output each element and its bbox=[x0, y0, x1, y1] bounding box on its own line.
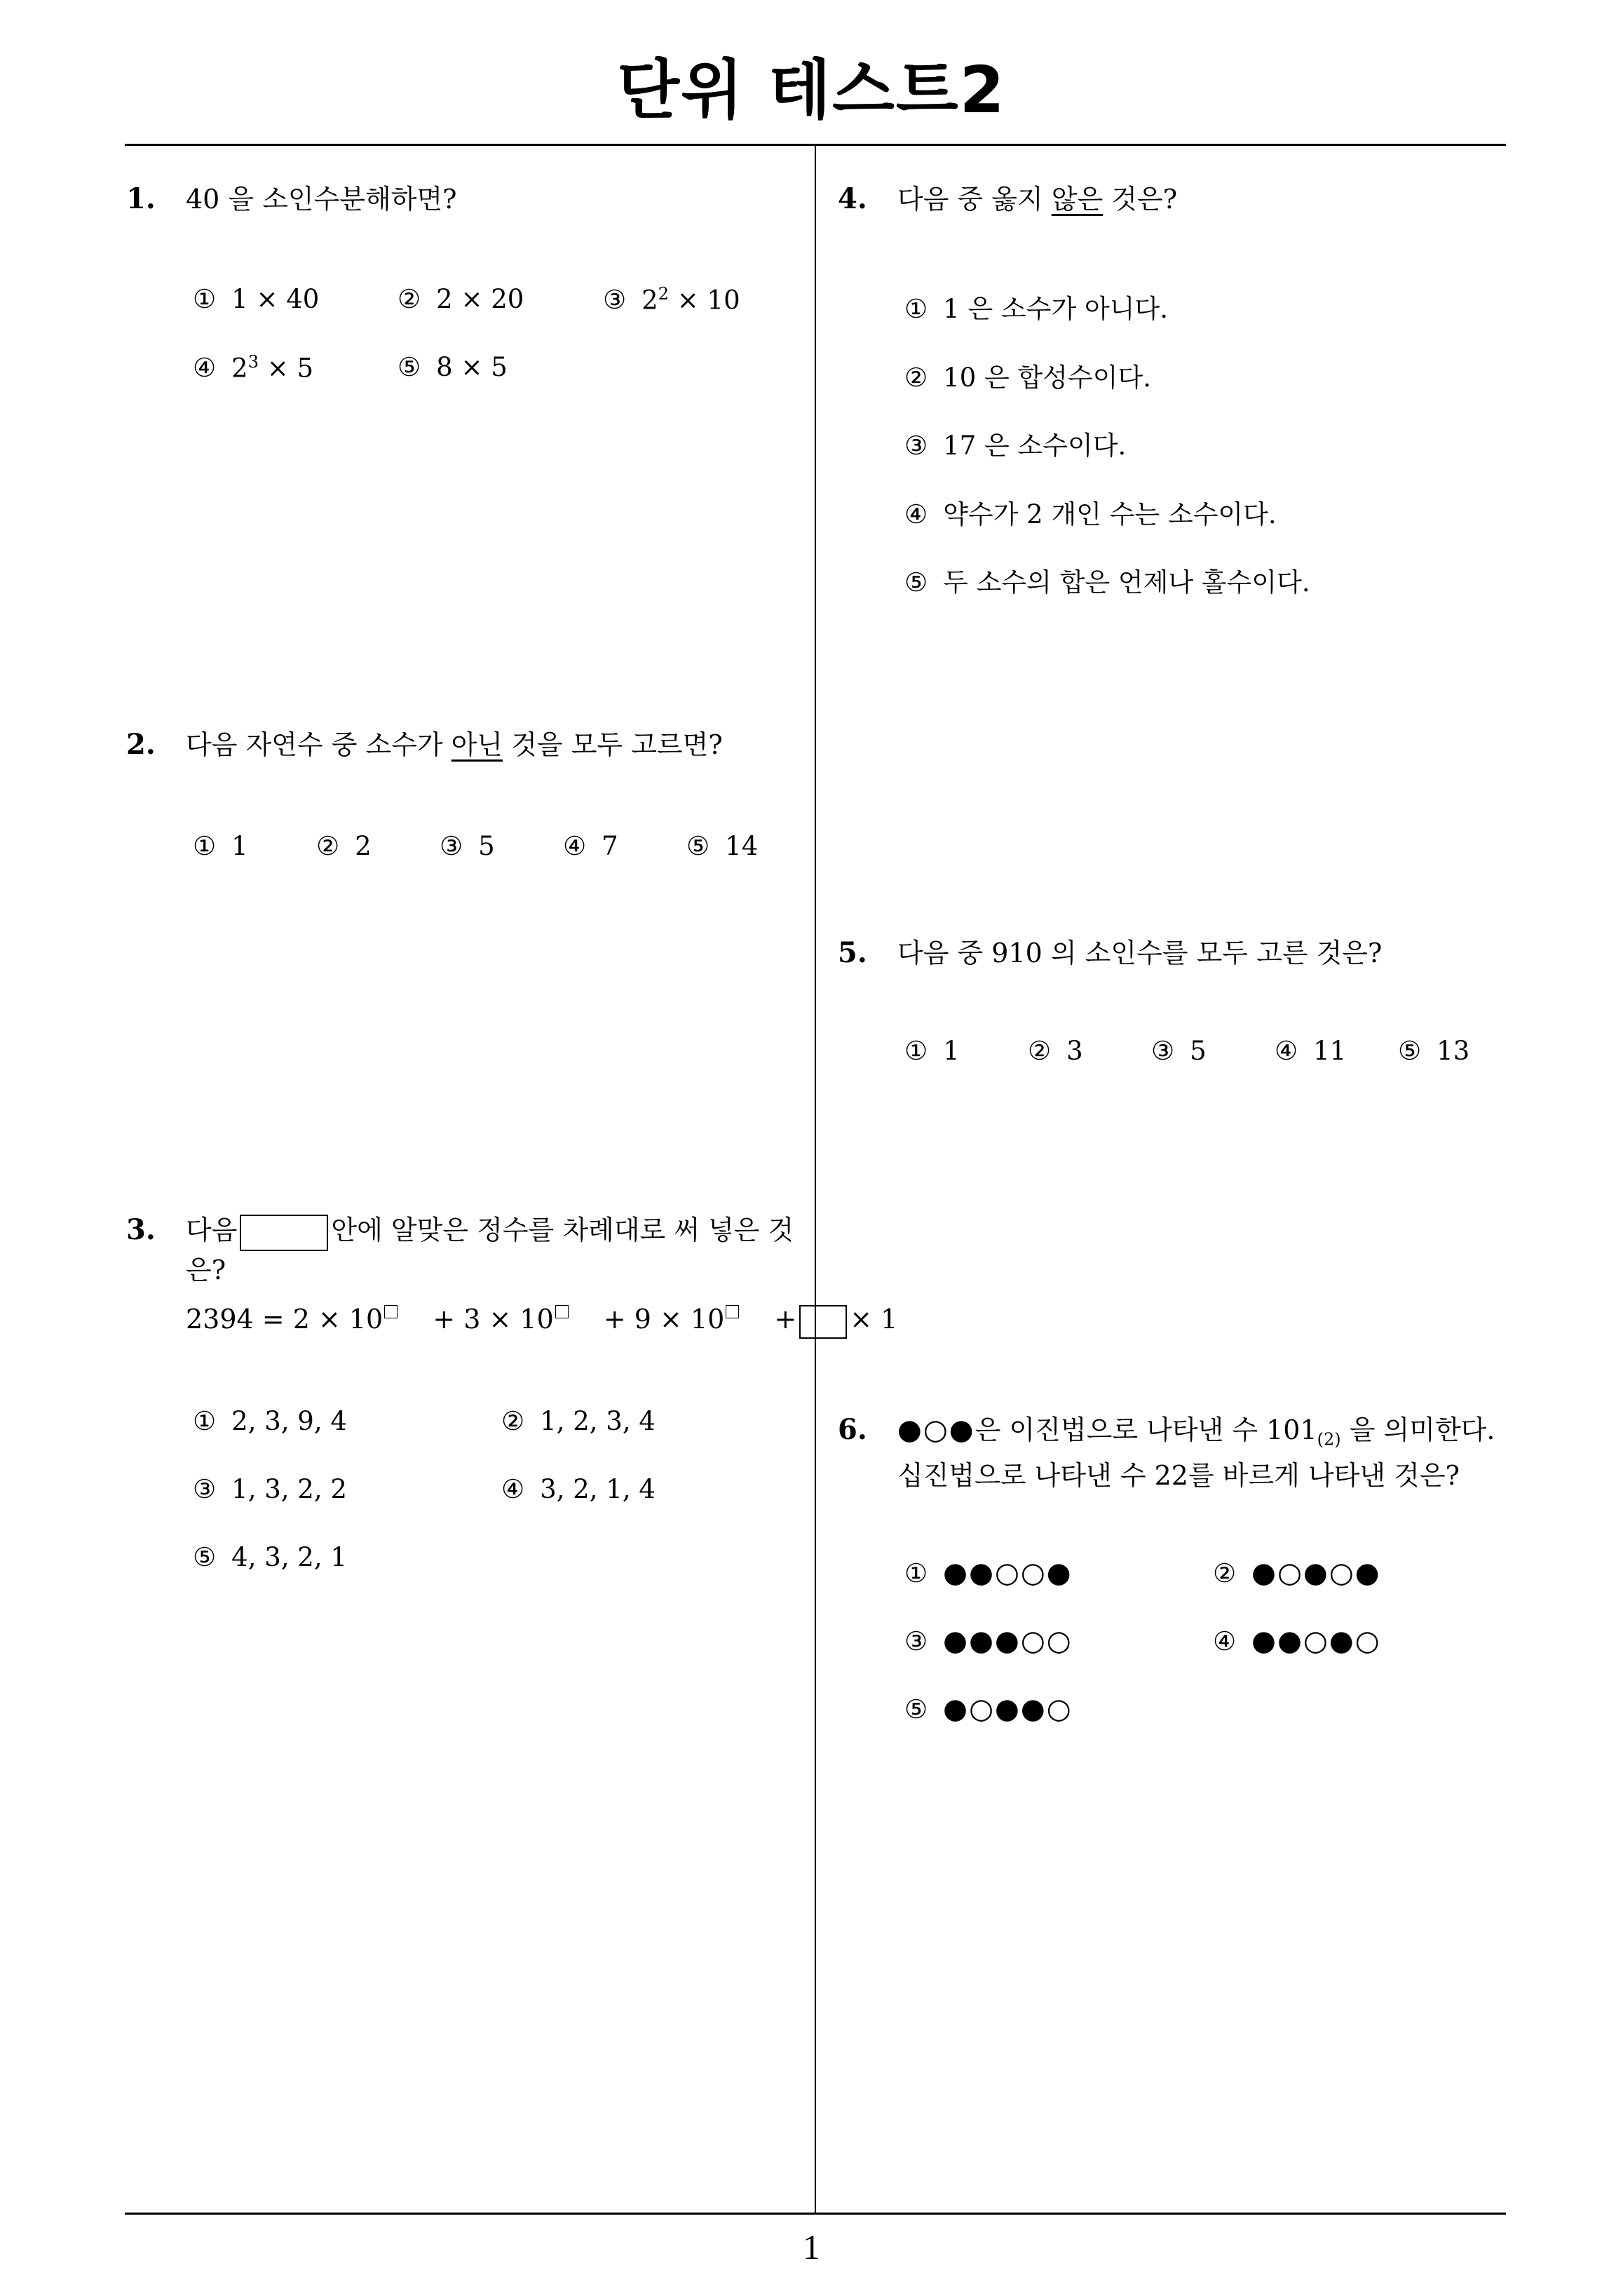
choice-mark: ④ bbox=[904, 499, 928, 529]
question-number: 1. bbox=[126, 182, 156, 215]
question-text: 40 을 소인수분해하면? bbox=[186, 184, 457, 215]
choice-text: 17 은 소수이다. bbox=[943, 431, 1127, 461]
equation bbox=[186, 1295, 897, 1343]
choice-mark: ④ bbox=[1275, 1036, 1298, 1066]
choice-text: 1 bbox=[943, 1036, 960, 1066]
choice-text: 5 bbox=[1190, 1036, 1207, 1066]
choice-mark: ④ bbox=[1213, 1626, 1237, 1656]
choice-mark: ⑤ bbox=[904, 1694, 928, 1724]
equation-term: + 3 × 10 bbox=[433, 1304, 554, 1335]
choice-mark: ③ bbox=[904, 1626, 928, 1656]
question-text-line2: 은? bbox=[186, 1255, 226, 1285]
choice-5[interactable] bbox=[398, 352, 508, 382]
choice-rest: × 5 bbox=[259, 353, 314, 384]
choice-text: 2 × 20 bbox=[436, 284, 524, 314]
binary-symbols: ●○● bbox=[897, 1414, 975, 1446]
choice-mark: ② bbox=[316, 831, 340, 861]
choice-1[interactable] bbox=[193, 1406, 347, 1436]
choice-mark: ② bbox=[1213, 1558, 1237, 1588]
choice-text: 1, 2, 3, 4 bbox=[540, 1406, 656, 1436]
choice-2[interactable] bbox=[398, 284, 524, 314]
exponent-blank bbox=[726, 1305, 739, 1318]
choice-3[interactable] bbox=[603, 284, 740, 315]
choice-mark: ① bbox=[193, 1406, 217, 1436]
choice-base: 2 bbox=[231, 353, 248, 384]
choice-mark: ③ bbox=[904, 431, 928, 461]
choice-text: 11 bbox=[1313, 1036, 1347, 1066]
choice-text: 3, 2, 1, 4 bbox=[540, 1474, 656, 1504]
question-text: ●○●은 이진법으로 나타낸 수 $101_{(2)}$ 을 의미한다. bbox=[897, 1414, 1495, 1450]
choice-symbols: ●○●○● bbox=[1251, 1557, 1381, 1589]
exponent-blank bbox=[384, 1305, 398, 1318]
choice-mark: ③ bbox=[440, 831, 463, 861]
underlined-word: 않은 bbox=[1051, 184, 1103, 215]
choice-mark: ③ bbox=[1151, 1036, 1175, 1066]
question-text-line2: 십진법으로 나타낸 수 22를 바르게 나타낸 것은? bbox=[897, 1460, 1460, 1491]
choice-text: 2 bbox=[355, 831, 372, 861]
choice-text: 1, 3, 2, 2 bbox=[231, 1474, 347, 1504]
question-text: 다음 중 910 의 소인수를 모두 고른 것은? bbox=[897, 938, 1383, 968]
choice-2[interactable] bbox=[316, 831, 372, 861]
choice-mark: ② bbox=[904, 363, 928, 393]
choice-base: 2 bbox=[641, 285, 658, 316]
equation-term: + bbox=[774, 1304, 797, 1335]
choice-mark: ⑤ bbox=[686, 831, 710, 861]
choice-text: 두 소수의 합은 언제나 홀수이다. bbox=[943, 567, 1310, 597]
choice-1[interactable] bbox=[904, 288, 1168, 325]
choice-exponent: 3 bbox=[247, 352, 259, 372]
choice-mark: ④ bbox=[563, 831, 587, 861]
choice-1[interactable] bbox=[904, 1557, 1073, 1589]
choice-mark: ③ bbox=[603, 285, 627, 316]
choice-2[interactable] bbox=[501, 1406, 656, 1436]
equation-term: × 1 bbox=[850, 1304, 898, 1335]
page-title: 단위 테스트2 bbox=[617, 53, 1006, 128]
choice-mark: ② bbox=[501, 1406, 525, 1436]
choice-4[interactable] bbox=[904, 493, 1277, 531]
choice-mark: ⑤ bbox=[904, 567, 928, 597]
subscript: (2) bbox=[1317, 1429, 1341, 1450]
choice-1[interactable] bbox=[904, 1036, 960, 1066]
equation-term: + 9 × 10 bbox=[603, 1304, 725, 1335]
choice-mark: ② bbox=[1028, 1036, 1052, 1066]
choice-3[interactable] bbox=[904, 424, 1126, 462]
choice-symbols: ●●○●○ bbox=[1251, 1625, 1381, 1657]
choice-2[interactable] bbox=[904, 356, 1151, 394]
choice-5[interactable] bbox=[1398, 1036, 1469, 1066]
choice-text: 7 bbox=[602, 831, 618, 861]
bottom-divider bbox=[125, 2213, 1506, 2215]
choice-3[interactable] bbox=[1151, 1036, 1207, 1066]
choice-text: 1 은 소수가 아니다. bbox=[943, 294, 1168, 324]
question-number: 3. bbox=[126, 1213, 156, 1246]
exponent-blank bbox=[555, 1305, 569, 1318]
choice-text: 4, 3, 2, 1 bbox=[231, 1542, 347, 1572]
choice-3[interactable] bbox=[440, 831, 495, 861]
choice-text: 1 bbox=[231, 831, 248, 861]
choice-2[interactable] bbox=[1213, 1557, 1381, 1589]
choice-symbols: ●○●●○ bbox=[943, 1693, 1073, 1725]
question-number: 6. bbox=[838, 1413, 867, 1446]
choice-mark: ⑤ bbox=[193, 1542, 217, 1572]
choice-exponent: 2 bbox=[658, 284, 669, 304]
choice-mark: ⑤ bbox=[1398, 1036, 1422, 1066]
choice-mark: ② bbox=[398, 284, 421, 314]
choice-5[interactable] bbox=[904, 1693, 1073, 1725]
choice-mark: ⑤ bbox=[398, 352, 421, 382]
choice-text: 2, 3, 9, 4 bbox=[231, 1406, 347, 1436]
blank-box bbox=[240, 1215, 328, 1251]
choice-mark: ④ bbox=[501, 1474, 525, 1504]
choice-3[interactable] bbox=[193, 1474, 347, 1504]
question-text: 다음 안에 알맞은 정수를 차례대로 써 넣은 것 bbox=[186, 1206, 794, 1254]
column-divider bbox=[815, 145, 816, 2214]
choice-symbols: ●●○○● bbox=[943, 1557, 1073, 1589]
choice-5[interactable] bbox=[686, 831, 758, 861]
question-number: 4. bbox=[838, 182, 867, 215]
choice-5[interactable] bbox=[193, 1542, 347, 1572]
choice-mark: ① bbox=[193, 831, 217, 861]
choice-text: 8 × 5 bbox=[436, 352, 508, 382]
choice-mark: ① bbox=[904, 1036, 928, 1066]
choice-4[interactable] bbox=[1275, 1036, 1346, 1066]
choice-mark: ① bbox=[193, 284, 217, 314]
choice-text: 3 bbox=[1066, 1036, 1083, 1066]
choice-rest: × 10 bbox=[669, 285, 740, 316]
question-text: 다음 중 옳지 않은 것은? bbox=[897, 184, 1178, 215]
choice-1[interactable] bbox=[193, 284, 319, 314]
choice-text: 14 bbox=[725, 831, 759, 861]
choice-mark: ① bbox=[904, 294, 928, 324]
choice-5[interactable] bbox=[904, 561, 1310, 599]
underlined-word: 아닌 bbox=[451, 729, 503, 760]
choice-4[interactable] bbox=[193, 352, 313, 383]
choice-mark: ④ bbox=[193, 353, 217, 384]
question-text: 다음 자연수 중 소수가 아닌 것을 모두 고르면? bbox=[186, 729, 723, 760]
choice-text: 5 bbox=[478, 831, 495, 861]
choice-symbols: ●●●○○ bbox=[943, 1625, 1073, 1657]
choice-mark: ① bbox=[904, 1558, 928, 1588]
choice-text: 1 × 40 bbox=[231, 284, 320, 314]
equation-lhs: 2394 = 2 × 10 bbox=[186, 1304, 383, 1335]
question-number: 2. bbox=[126, 728, 156, 761]
choice-4[interactable] bbox=[563, 831, 618, 861]
choice-4[interactable] bbox=[501, 1474, 656, 1504]
choice-mark: ③ bbox=[193, 1474, 217, 1504]
choice-1[interactable] bbox=[193, 831, 248, 861]
choice-text: 13 bbox=[1437, 1036, 1470, 1066]
question-number: 5. bbox=[838, 936, 867, 969]
choice-text: 10 은 합성수이다. bbox=[943, 363, 1151, 393]
choice-3[interactable] bbox=[904, 1625, 1073, 1657]
choice-4[interactable] bbox=[1213, 1625, 1381, 1657]
choice-2[interactable] bbox=[1028, 1036, 1083, 1066]
page-number: 1 bbox=[803, 2227, 820, 2267]
blank-box bbox=[799, 1305, 847, 1339]
choice-text: 약수가 2 개인 수는 소수이다. bbox=[943, 499, 1277, 529]
